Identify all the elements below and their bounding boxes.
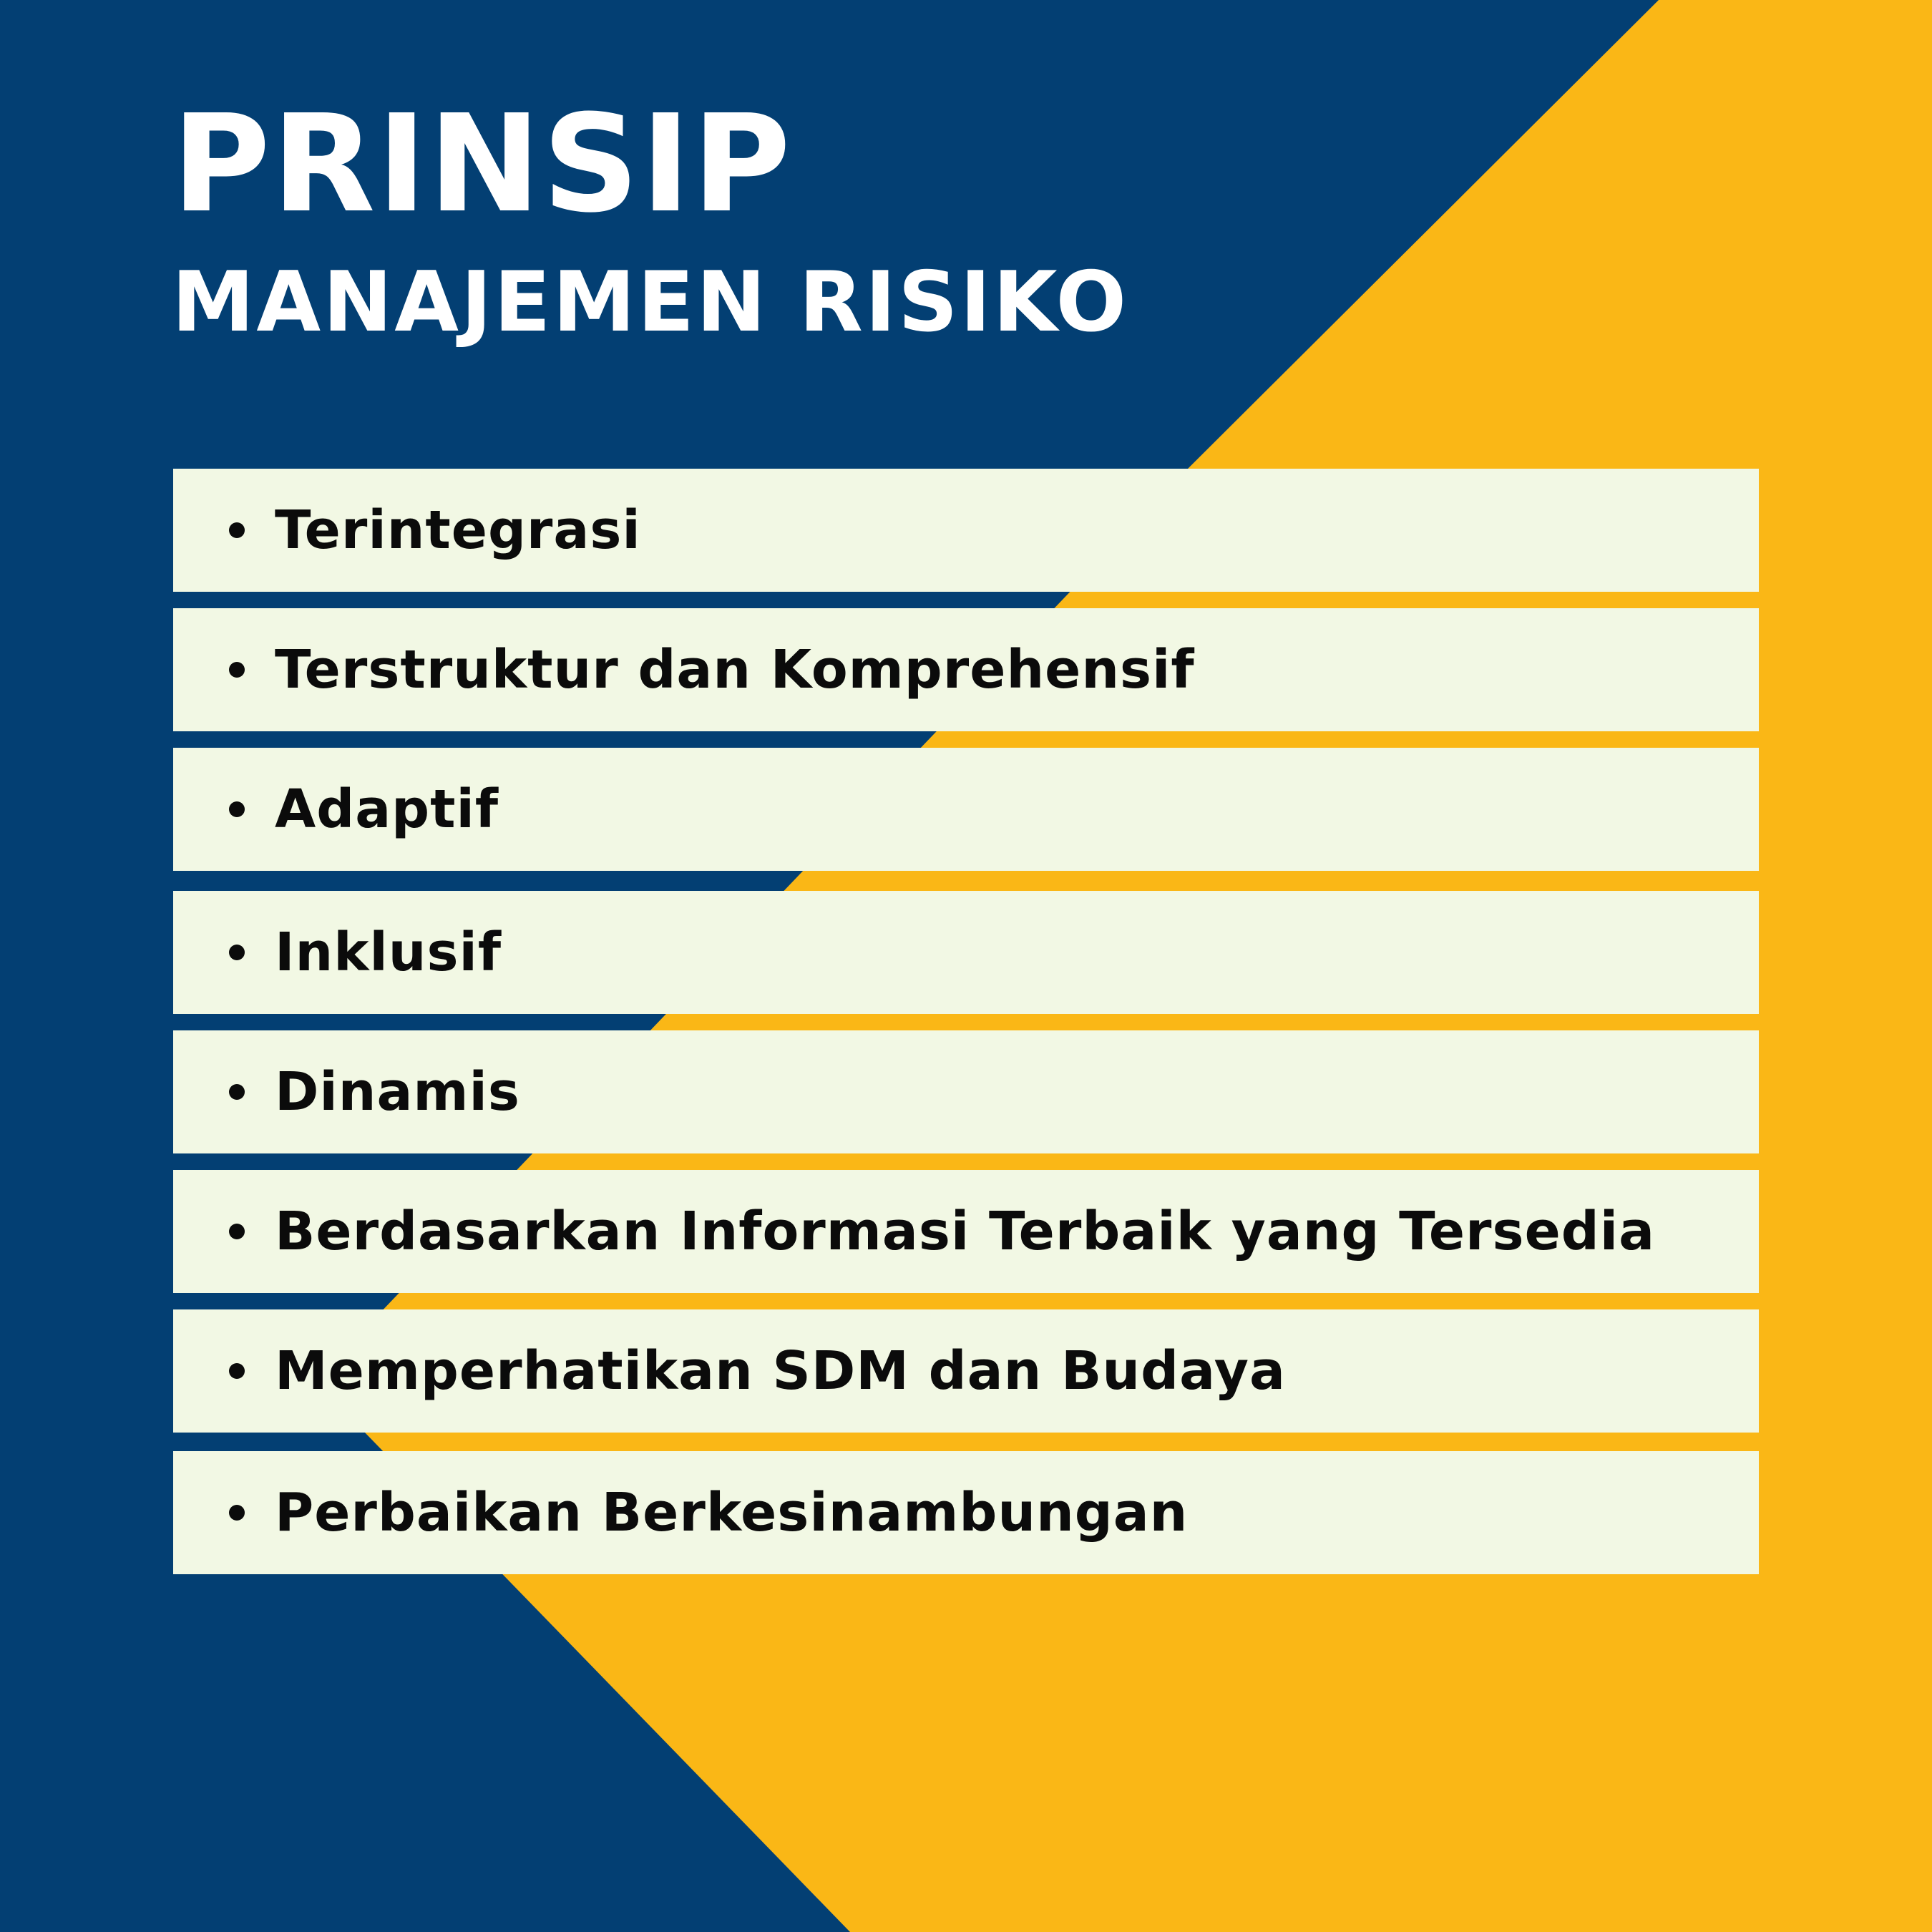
- bullet-icon: [229, 662, 245, 678]
- bullet-icon: [229, 1505, 245, 1521]
- list-item: [173, 469, 1759, 592]
- list-item: [173, 1451, 1759, 1574]
- principle-label: Memperhatikan SDM dan Budaya: [275, 1340, 1286, 1402]
- principle-label: Terstruktur dan Komprehensif: [275, 639, 1195, 701]
- bullet-icon: [229, 1363, 245, 1379]
- principle-label: Adaptif: [275, 779, 499, 840]
- bullet-icon: [229, 801, 245, 817]
- principle-label: Berdasarkan Informasi Terbaik yang Tersedia: [275, 1201, 1656, 1262]
- bullet-icon: [229, 1224, 245, 1239]
- principle-label: Terintegrasi: [275, 499, 641, 561]
- list-item: [173, 891, 1759, 1014]
- list-item: [173, 1170, 1759, 1293]
- header: [172, 86, 1129, 351]
- principle-label: Perbaikan Berkesinambungan: [275, 1482, 1189, 1543]
- page-subtitle: MANAJEMEN RISIKO: [172, 254, 1129, 351]
- list-item: [173, 1309, 1759, 1433]
- list-item: [173, 748, 1759, 871]
- page-title: PRINSIP: [172, 86, 792, 243]
- bullet-icon: [229, 522, 245, 538]
- bullet-icon: [229, 1084, 245, 1100]
- bullet-icon: [229, 945, 245, 960]
- principle-label: Inklusif: [275, 922, 502, 983]
- list-item: [173, 608, 1759, 731]
- list-item: [173, 1030, 1759, 1153]
- principle-label: Dinamis: [275, 1061, 520, 1123]
